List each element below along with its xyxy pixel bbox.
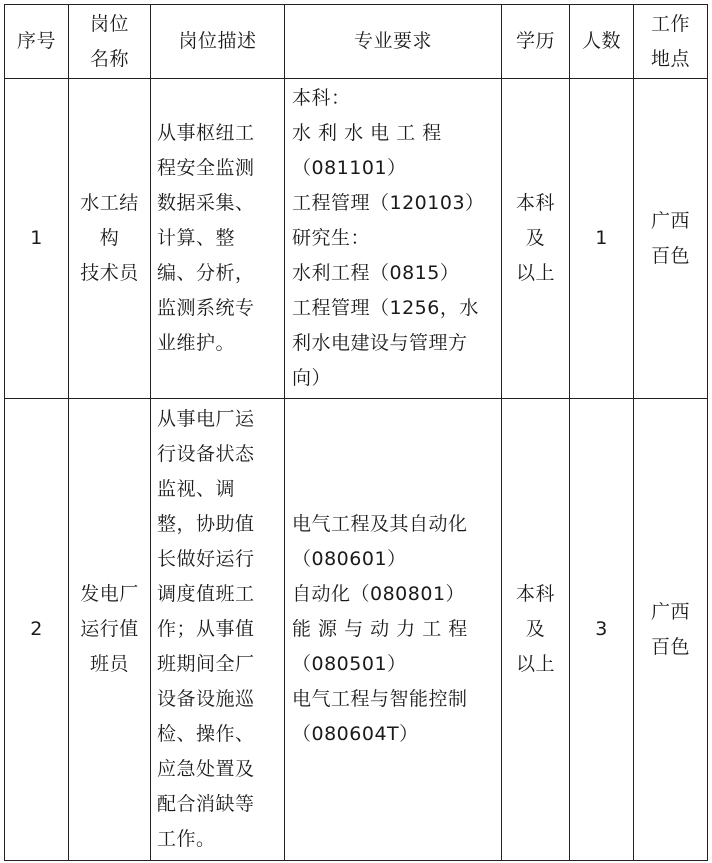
major-line: 水利工程（0815） <box>292 262 460 284</box>
major-line: 电气工程及其自动化 <box>292 513 468 535</box>
major-line: （080601） <box>292 548 407 570</box>
header-major-requirements: 专业要求 <box>285 5 502 79</box>
cell-education: 本科 及 以上 <box>502 399 570 861</box>
major-line: 向） <box>292 367 332 389</box>
cell-description: 从事枢纽工 程安全监测 数据采集、 计算、整 编、分析， 监测系统专 业维护。 <box>151 79 285 399</box>
cell-location: 广西 百色 <box>634 79 708 399</box>
cell-seq: 2 <box>5 399 69 861</box>
major-line: （080604T） <box>292 723 419 745</box>
major-line: 自动化（080801） <box>292 583 466 605</box>
header-education: 学历 <box>502 5 570 79</box>
table-header-row <box>5 5 708 79</box>
cell-major-requirements <box>285 79 502 399</box>
cell-position-name: 发电厂 运行值 班员 <box>69 399 151 861</box>
major-line: 利水电建设与管理方 <box>292 332 468 354</box>
cell-count: 1 <box>570 79 634 399</box>
cell-seq: 1 <box>5 79 69 399</box>
cell-description: 从事电厂运 行设备状态 监视、调 整，协助值 长做好运行 调度值班工 作；从事值 班期间全厂 设备设施巡 检、操作、 应急处置及 配合消缺等 工作。 <box>151 399 285 861</box>
header-location: 工作 地点 <box>634 5 708 79</box>
header-seq: 序号 <box>5 5 69 79</box>
cell-position-name: 水工结 构 技术员 <box>69 79 151 399</box>
cell-count: 3 <box>570 399 634 861</box>
major-line: 水 利 水 电 工 程 <box>292 122 442 144</box>
cell-major-requirements <box>285 399 502 861</box>
recruitment-table <box>4 4 708 861</box>
cell-education: 本科 及 以上 <box>502 79 570 399</box>
major-line: 工程管理（1256，水 <box>292 297 479 319</box>
header-count: 人数 <box>570 5 634 79</box>
major-line: 工程管理（120103） <box>292 192 485 214</box>
major-line: 本科： <box>292 87 351 109</box>
table-row <box>5 399 708 861</box>
major-line: 能 源 与 动 力 工 程 <box>292 618 468 640</box>
major-line: （080501） <box>292 653 407 675</box>
header-position-name: 岗位 名称 <box>69 5 151 79</box>
header-description: 岗位描述 <box>151 5 285 79</box>
major-line: 研究生： <box>292 227 371 249</box>
major-line: 电气工程与智能控制 <box>292 688 468 710</box>
table-row <box>5 79 708 399</box>
major-line: （081101） <box>292 157 407 179</box>
cell-location: 广西 百色 <box>634 399 708 861</box>
